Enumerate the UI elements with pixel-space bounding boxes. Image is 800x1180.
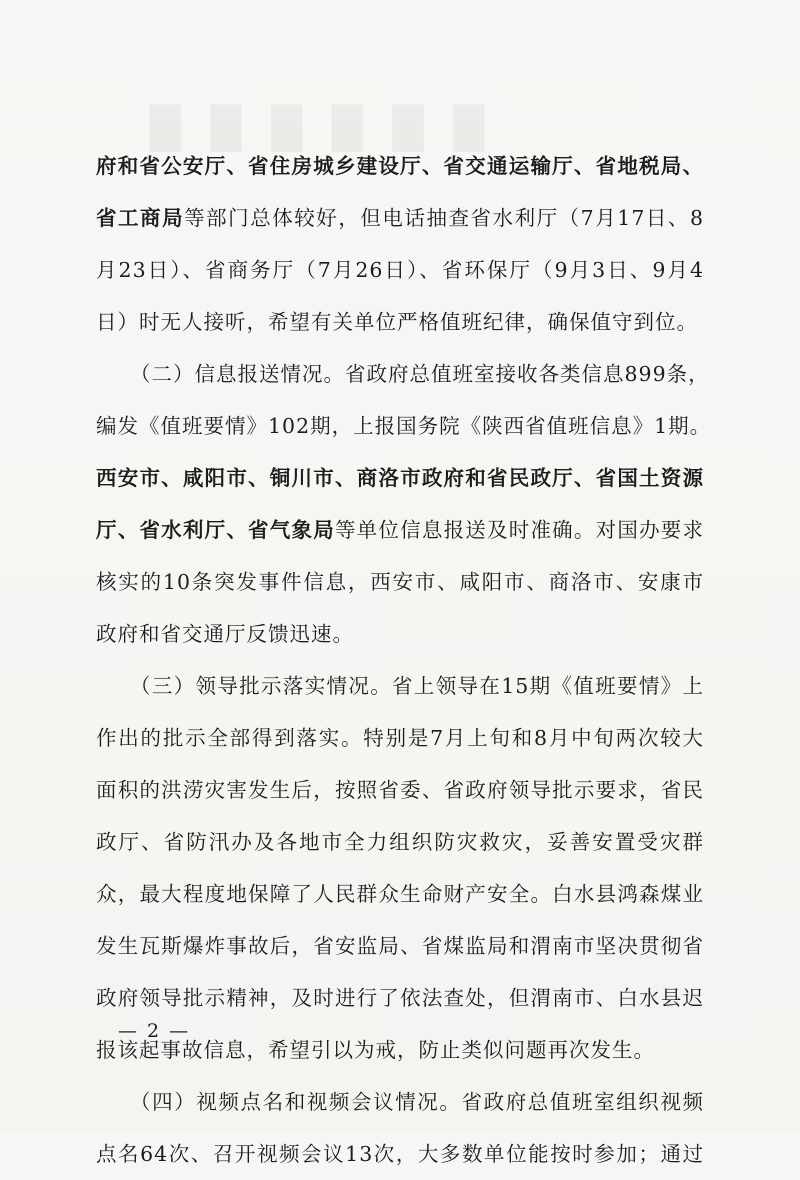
bleed-through-background: █ █ █ █ █ █ <box>150 105 493 152</box>
p3-line4: 政厅、省防汛办及各地市全力组织防灾救灾，妥善安置受灾群 <box>96 830 704 854</box>
p1-line1: 府和省公安厅、省住房城乡建设厅、省交通运输厅、省地税局、 <box>96 154 704 178</box>
p3-line2: 作出的批示全部得到落实。特别是7月上旬和8月中旬两次较大 <box>96 726 704 750</box>
p3-line6: 发生瓦斯爆炸事故后，省安监局、省煤监局和渭南市坚决贯彻省 <box>96 934 704 958</box>
p4-line2: 点名64次、召开视频会议13次，大多数单位能按时参加；通过 <box>96 1142 704 1166</box>
p3-line7: 政府领导批示精神，及时进行了依法查处，但渭南市、白水县迟 <box>96 986 704 1010</box>
p4-line1: （四）视频点名和视频会议情况。省政府总值班室组织视频 <box>130 1090 704 1114</box>
p2-line4: 厅、省水利厅、省气象局等单位信息报送及时准确。对国办要求 <box>96 518 705 542</box>
p3-line3: 面积的洪涝灾害发生后，按照省委、省政府领导批示要求，省民 <box>96 778 704 802</box>
p2-line5: 核实的10条突发事件信息，西安市、咸阳市、商洛市、安康市 <box>96 570 704 594</box>
page-number: — 2 — <box>118 1020 191 1042</box>
p3-line1: （三）领导批示落实情况。省上领导在15期《值班要情》上 <box>130 674 704 698</box>
p1-line4: 日）时无人接听，希望有关单位严格值班纪律，确保值守到位。 <box>96 310 698 334</box>
p1-line3: 月23日）、省商务厅（7月26日）、省环保厅（9月3日、9月4 <box>96 258 704 282</box>
p2-line2: 编发《值班要情》102期，上报国务院《陕西省值班信息》1期。 <box>96 414 712 438</box>
p1-line2: 省工商局等部门总体较好，但电话抽查省水利厅（7月17日、8 <box>96 206 705 230</box>
p2-line1: （二）信息报送情况。省政府总值班室接收各类信息899条， <box>130 362 710 386</box>
p3-line8: 报该起事故信息，希望引以为戒，防止类似问题再次发生。 <box>96 1038 655 1062</box>
p2-line3: 西安市、咸阳市、铜川市、商洛市政府和省民政厅、省国土资源 <box>96 466 704 490</box>
p3-line5: 众，最大程度地保障了人民群众生命财产安全。白水县鸿森煤业 <box>96 882 704 906</box>
p2-line6: 政府和省交通厅反馈迅速。 <box>96 622 354 646</box>
